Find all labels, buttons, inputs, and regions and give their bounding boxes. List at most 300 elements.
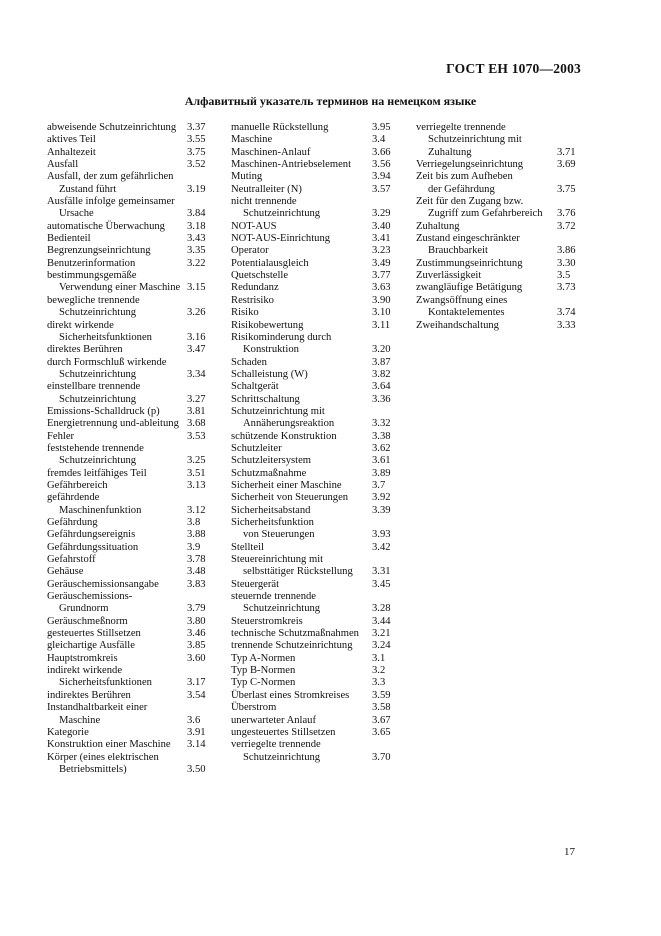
index-section-ref: 3.38: [372, 430, 391, 442]
index-term: [47, 134, 187, 146]
index-term: [231, 431, 372, 443]
index-section-ref: 3.88: [187, 529, 206, 541]
index-section-ref: 3.22: [187, 257, 206, 269]
index-term-line: Zweihandschaltung: [416, 319, 499, 331]
index-term-line: Typ B-Normen: [231, 665, 296, 677]
index-section-ref: 3.75: [557, 183, 576, 195]
index-term-line: Geräuschmeßnorm: [47, 615, 128, 627]
index-section-ref: 3.18: [187, 220, 206, 232]
index-entry: [47, 443, 212, 468]
index-section-ref: 3.46: [187, 628, 206, 640]
index-term: [231, 357, 372, 369]
index-section-ref: 3.10: [372, 307, 391, 319]
index-term-line: Steuereinrichtung mit: [231, 554, 324, 566]
index-section-ref: 3.30: [557, 257, 576, 269]
index-section-ref: 3.61: [372, 455, 391, 467]
index-term-line: Zuverlässigkeit: [416, 270, 482, 282]
index-entry: [47, 591, 212, 616]
index-section-ref: 3.58: [372, 702, 391, 714]
index-term: [231, 579, 372, 591]
index-entry: [47, 702, 212, 727]
index-entry: [231, 196, 397, 221]
index-term-line: Konstruktion einer Maschine: [47, 739, 171, 751]
index-entry: [47, 640, 212, 652]
index-section-ref: 3.40: [372, 220, 391, 232]
index-entry: [231, 455, 397, 467]
index-term: [231, 184, 372, 196]
index-entry: [231, 295, 397, 307]
index-entry: [47, 295, 212, 320]
index-entry: [231, 233, 397, 245]
index-term-line: Typ C-Normen: [231, 677, 296, 689]
index-section-ref: 3.28: [372, 603, 391, 615]
index-term-line: Schutzeinrichtung: [59, 455, 137, 467]
index-term: [231, 640, 372, 652]
index-term-line: direktes Berühren: [47, 344, 123, 356]
index-column-2: [231, 122, 397, 764]
index-term: [231, 702, 372, 714]
index-term: [47, 529, 187, 541]
index-section-ref: 3.91: [187, 726, 206, 738]
index-term-line: Muting: [231, 171, 263, 183]
index-section-ref: 3.66: [372, 146, 391, 158]
index-section-ref: 3.84: [187, 208, 206, 220]
index-entry: [47, 418, 212, 430]
index-entry: [231, 715, 397, 727]
index-section-ref: 3.85: [187, 640, 206, 652]
index-term: [47, 122, 187, 134]
index-term-line: Maschine: [231, 134, 273, 146]
index-term-line: automatische Überwachung: [47, 220, 165, 232]
index-term-line: Schutzleitersystem: [231, 455, 312, 467]
index-term: [47, 270, 187, 295]
index-term: [231, 282, 372, 294]
index-entry: [231, 332, 397, 357]
index-term-line: Zustand eingeschränkter: [416, 233, 520, 245]
index-entry: [231, 221, 397, 233]
index-entry: [231, 492, 397, 504]
index-term-line: Stellteil: [231, 541, 264, 553]
index-section-ref: 3.69: [557, 159, 576, 171]
index-term: [231, 443, 372, 455]
index-section-ref: 3.73: [557, 282, 576, 294]
index-entry: [231, 517, 397, 542]
index-entry: [231, 468, 397, 480]
index-section-ref: 3.52: [187, 159, 206, 171]
index-section-ref: 3.50: [187, 763, 206, 775]
index-section-ref: 3.26: [187, 307, 206, 319]
index-term: [47, 554, 187, 566]
index-term-line: Schutzeinrichtung: [243, 603, 321, 615]
index-term-line: Grundnorm: [59, 603, 109, 615]
index-term: [231, 517, 372, 542]
index-term-line: Maschinenfunktion: [59, 504, 142, 516]
index-term-line: Anhaltezeit: [47, 146, 96, 158]
index-term: [231, 221, 372, 233]
index-term-line: Gehäuse: [47, 566, 84, 578]
index-term-line: Brauchbarkeit: [428, 245, 489, 257]
index-entry: [47, 221, 212, 233]
index-entry: [416, 270, 582, 282]
index-term: [231, 505, 372, 517]
index-section-ref: 3.35: [187, 245, 206, 257]
index-section-ref: 3.81: [187, 405, 206, 417]
index-entry: [416, 221, 582, 233]
index-term-line: von Steuerungen: [243, 529, 315, 541]
index-term-line: Emissions-Schalldruck (p): [47, 405, 160, 417]
index-entry: [47, 196, 212, 221]
index-term-line: bestimmungsgemäße: [47, 270, 137, 282]
index-term-line: ungesteuertes Stillsetzen: [231, 726, 336, 738]
index-term: [47, 665, 187, 690]
index-term-line: Schutzeinrichtung: [243, 208, 321, 220]
index-term-line: Zeit bis zum Aufheben: [416, 171, 513, 183]
index-section-ref: 3.95: [372, 122, 391, 133]
index-entry: [47, 134, 212, 146]
index-term: [47, 406, 187, 418]
index-entry: [47, 665, 212, 690]
index-term-line: Operator: [231, 245, 269, 257]
index-section-ref: 3.6: [187, 714, 201, 726]
index-section-ref: 3.23: [372, 245, 391, 257]
index-section-ref: 3.45: [372, 578, 391, 590]
index-term-line: Schutzeinrichtung: [59, 307, 137, 319]
index-term-line: aktives Teil: [47, 134, 96, 146]
index-section-ref: 3.68: [187, 418, 206, 430]
index-section-ref: 3.7: [372, 479, 386, 491]
index-term-line: Sicherheitsfunktionen: [59, 677, 152, 689]
index-section-ref: 3.54: [187, 689, 206, 701]
index-entry: [231, 727, 397, 739]
index-section-ref: 3.44: [372, 615, 391, 627]
index-section-ref: 3.51: [187, 467, 206, 479]
index-entry: [47, 492, 212, 517]
index-term-line: Gefährdungssituation: [47, 541, 139, 553]
index-entry: [231, 357, 397, 369]
index-term-line: abweisende Schutzeinrichtung: [47, 122, 177, 133]
index-term: [47, 320, 187, 345]
index-term-line: Schutzeinrichtung: [59, 393, 137, 405]
index-term: [416, 282, 557, 294]
index-entry: [47, 727, 212, 739]
index-term: [416, 159, 557, 171]
index-entry: [231, 394, 397, 406]
index-term: [416, 196, 557, 221]
index-term-line: Risikobewertung: [231, 319, 304, 331]
index-section-ref: 3.21: [372, 628, 391, 640]
index-entry: [231, 554, 397, 579]
index-section-ref: 3.72: [557, 220, 576, 232]
index-term-line: Redundanz: [231, 282, 279, 294]
index-entry: [231, 431, 397, 443]
index-term-line: Schutzeinrichtung mit: [231, 405, 325, 417]
index-term-line: Geräuschemissions-: [47, 591, 133, 603]
index-term-line: Quetschstelle: [231, 270, 289, 282]
index-term: [231, 468, 372, 480]
index-entry: [231, 171, 397, 183]
index-term: [47, 245, 187, 257]
index-term-line: Überlast eines Stromkreises: [231, 689, 350, 701]
index-term-line: NOT-AUS-Einrichtung: [231, 233, 331, 245]
index-term-line: durch Formschluß wirkende: [47, 356, 167, 368]
index-entry: [47, 690, 212, 702]
index-section-ref: 3.32: [372, 418, 391, 430]
index-section-ref: 3.33: [557, 319, 576, 331]
index-term: [416, 233, 557, 258]
index-term-line: Überstrom: [231, 702, 277, 714]
index-section-ref: 3.5: [557, 270, 571, 282]
index-entry: [47, 147, 212, 159]
index-term: [416, 295, 557, 320]
index-entry: [231, 640, 397, 652]
index-term: [231, 270, 372, 282]
index-entry: [47, 566, 212, 578]
index-entry: [231, 282, 397, 294]
index-section-ref: 3.78: [187, 554, 206, 566]
index-term-line: steuernde trennende: [231, 591, 317, 603]
index-term: [47, 702, 187, 727]
index-entry: [231, 307, 397, 319]
index-term-line: fremdes leitfähiges Teil: [47, 467, 147, 479]
index-entry: [416, 159, 582, 171]
index-term-line: Kategorie: [47, 726, 89, 738]
index-entry: [231, 147, 397, 159]
index-entry: [231, 184, 397, 196]
index-section-ref: 3.39: [372, 504, 391, 516]
index-section-ref: 3.41: [372, 233, 391, 245]
index-entry: [416, 258, 582, 270]
index-term: [231, 307, 372, 319]
index-entry: [231, 134, 397, 146]
index-entry: [231, 443, 397, 455]
index-term-line: verriegelte trennende: [416, 122, 506, 133]
index-section-ref: 3.57: [372, 183, 391, 195]
index-term-line: Risikominderung durch: [231, 331, 332, 343]
index-term: [231, 492, 372, 504]
index-term: [416, 270, 557, 282]
index-section-ref: 3.93: [372, 529, 391, 541]
index-entry: [231, 369, 397, 381]
index-term-line: Zeit für den Zugang bzw.: [416, 196, 524, 208]
index-section-ref: 3.87: [372, 356, 391, 368]
index-term-line: Geräuschemissionsangabe: [47, 578, 159, 590]
index-term: [47, 566, 187, 578]
index-term: [47, 381, 187, 406]
index-entry: [47, 480, 212, 492]
index-entry: [416, 320, 582, 332]
index-entry: [231, 381, 397, 393]
index-section-ref: 3.4: [372, 134, 386, 146]
index-term: [231, 320, 372, 332]
index-term-line: zwangläufige Betätigung: [416, 282, 523, 294]
index-entry: [231, 320, 397, 332]
index-section-ref: 3.34: [187, 368, 206, 380]
index-term: [47, 542, 187, 554]
index-term: [47, 357, 187, 382]
index-entry: [231, 702, 397, 714]
index-entry: [416, 233, 582, 258]
index-section-ref: 3.79: [187, 603, 206, 615]
index-section-ref: 3.20: [372, 344, 391, 356]
index-entry: [47, 468, 212, 480]
index-term-line: Instandhaltbarkeit einer: [47, 702, 148, 714]
index-term-line: Ursache: [59, 208, 94, 220]
index-section-ref: 3.64: [372, 381, 391, 393]
index-section-ref: 3.27: [187, 393, 206, 405]
index-term: [47, 591, 187, 616]
index-term-line: Neutralleiter (N): [231, 183, 302, 195]
index-term-line: Risiko: [231, 307, 259, 319]
index-term-line: Schutzleiter: [231, 442, 282, 454]
document-code: ГОСТ ЕН 1070—2003: [446, 61, 581, 76]
index-section-ref: 3.47: [187, 344, 206, 356]
index-entry: [231, 480, 397, 492]
index-entry: [47, 529, 212, 541]
index-term: [231, 616, 372, 628]
index-term-line: Gefährdung: [47, 517, 98, 528]
index-term: [231, 406, 372, 431]
index-term-line: Ausfall: [47, 159, 79, 171]
index-section-ref: 3.9: [187, 541, 201, 553]
index-section-ref: 3.65: [372, 726, 391, 738]
index-section-ref: 3.90: [372, 294, 391, 306]
index-section-ref: 3.76: [557, 208, 576, 220]
index-term-line: Typ A-Normen: [231, 652, 296, 664]
index-title: Алфавитный указатель терминов на немецком языке: [184, 94, 477, 108]
index-entry: [47, 381, 212, 406]
index-term-line: Verwendung einer Maschine: [59, 282, 181, 294]
index-term-line: Zuhaltung: [428, 146, 472, 158]
index-entry: [47, 517, 212, 529]
index-term-line: Körper (eines elektrischen: [47, 751, 159, 763]
index-entry: [47, 431, 212, 443]
index-entry: [47, 554, 212, 566]
index-section-ref: 3.29: [372, 208, 391, 220]
index-section-ref: 3.48: [187, 566, 206, 578]
index-term-line: feststehende trennende: [47, 442, 144, 454]
index-entry: [231, 270, 397, 282]
index-term-line: Betriebsmittels): [59, 763, 127, 775]
index-term: [231, 542, 372, 554]
index-term: [416, 221, 557, 233]
index-entry: [47, 122, 212, 134]
index-entry: [231, 406, 397, 431]
index-term-line: Sicherheitsabstand: [231, 504, 311, 516]
index-section-ref: 3.63: [372, 282, 391, 294]
index-term: [231, 653, 372, 665]
index-term: [231, 159, 372, 171]
index-entry: [416, 295, 582, 320]
index-term: [47, 233, 187, 245]
index-term: [231, 171, 372, 183]
index-section-ref: 3.59: [372, 689, 391, 701]
index-term: [416, 122, 557, 159]
index-term: [231, 122, 372, 134]
index-term: [231, 196, 372, 221]
index-term: [47, 579, 187, 591]
index-term-line: Schutzeinrichtung mit: [428, 134, 522, 146]
index-term: [47, 616, 187, 628]
index-entry: [231, 677, 397, 689]
index-term: [231, 258, 372, 270]
index-term-line: Annäherungsreaktion: [243, 418, 335, 430]
index-term: [47, 517, 187, 529]
index-entry: [47, 739, 212, 751]
index-term: [47, 295, 187, 320]
index-term: [47, 443, 187, 468]
index-term: [47, 492, 187, 517]
index-entry: [231, 628, 397, 640]
index-term: [231, 381, 372, 393]
index-section-ref: 3.8: [187, 517, 201, 528]
index-term-line: Zustand führt: [59, 183, 117, 195]
index-term-line: technische Schutzmaßnahmen: [231, 628, 359, 640]
index-section-ref: 3.13: [187, 479, 206, 491]
index-term-line: Gefährbereich: [47, 479, 108, 491]
index-section-ref: 3.55: [187, 134, 206, 146]
index-term: [416, 320, 557, 332]
index-section-ref: 3.3: [372, 677, 386, 689]
index-term: [231, 628, 372, 640]
index-entry: [231, 245, 397, 257]
index-term-line: einstellbare trennende: [47, 381, 141, 393]
index-section-ref: 3.82: [372, 368, 391, 380]
index-entry: [47, 245, 212, 257]
index-term: [47, 147, 187, 159]
index-term: [47, 344, 187, 356]
index-section-ref: 3.17: [187, 677, 206, 689]
index-entry: [47, 233, 212, 245]
index-term: [47, 258, 187, 270]
page-number: 17: [564, 846, 575, 858]
index-entry: [47, 270, 212, 295]
index-term-line: Maschinen-Antriebselement: [231, 159, 352, 171]
index-term: [231, 295, 372, 307]
index-section-ref: 3.24: [372, 640, 391, 652]
index-term-line: schützende Konstruktion: [231, 430, 337, 442]
index-entry: [231, 505, 397, 517]
index-term-line: gesteuertes Stillsetzen: [47, 628, 141, 640]
index-term-line: direkt wirkende: [47, 319, 114, 331]
index-entry: [416, 122, 582, 159]
index-term: [231, 677, 372, 689]
index-column-3: [416, 122, 582, 332]
index-entry: [47, 406, 212, 418]
index-section-ref: 3.31: [372, 566, 391, 578]
index-section-ref: 3.37: [187, 122, 206, 133]
index-term: [47, 196, 187, 221]
index-section-ref: 3.62: [372, 442, 391, 454]
index-term-line: Gefährdungsereignis: [47, 529, 136, 541]
index-term: [231, 245, 372, 257]
index-entry: [231, 616, 397, 628]
index-term: [231, 727, 372, 739]
index-section-ref: 3.77: [372, 270, 391, 282]
index-term: [231, 554, 372, 579]
index-term: [47, 468, 187, 480]
index-entry: [416, 282, 582, 294]
index-term-line: gleichartige Ausfälle: [47, 640, 135, 652]
index-entry: [231, 159, 397, 171]
index-term-line: indirekt wirkende: [47, 665, 123, 677]
index-section-ref: 3.16: [187, 331, 206, 343]
index-section-ref: 3.89: [372, 467, 391, 479]
index-term-line: Sicherheit einer Maschine: [231, 479, 342, 491]
index-term-line: Sicherheit von Steuerungen: [231, 492, 349, 504]
index-term-line: Konstruktion: [243, 344, 299, 356]
index-entry: [416, 196, 582, 221]
index-term-line: Gefahrstoff: [47, 554, 96, 566]
